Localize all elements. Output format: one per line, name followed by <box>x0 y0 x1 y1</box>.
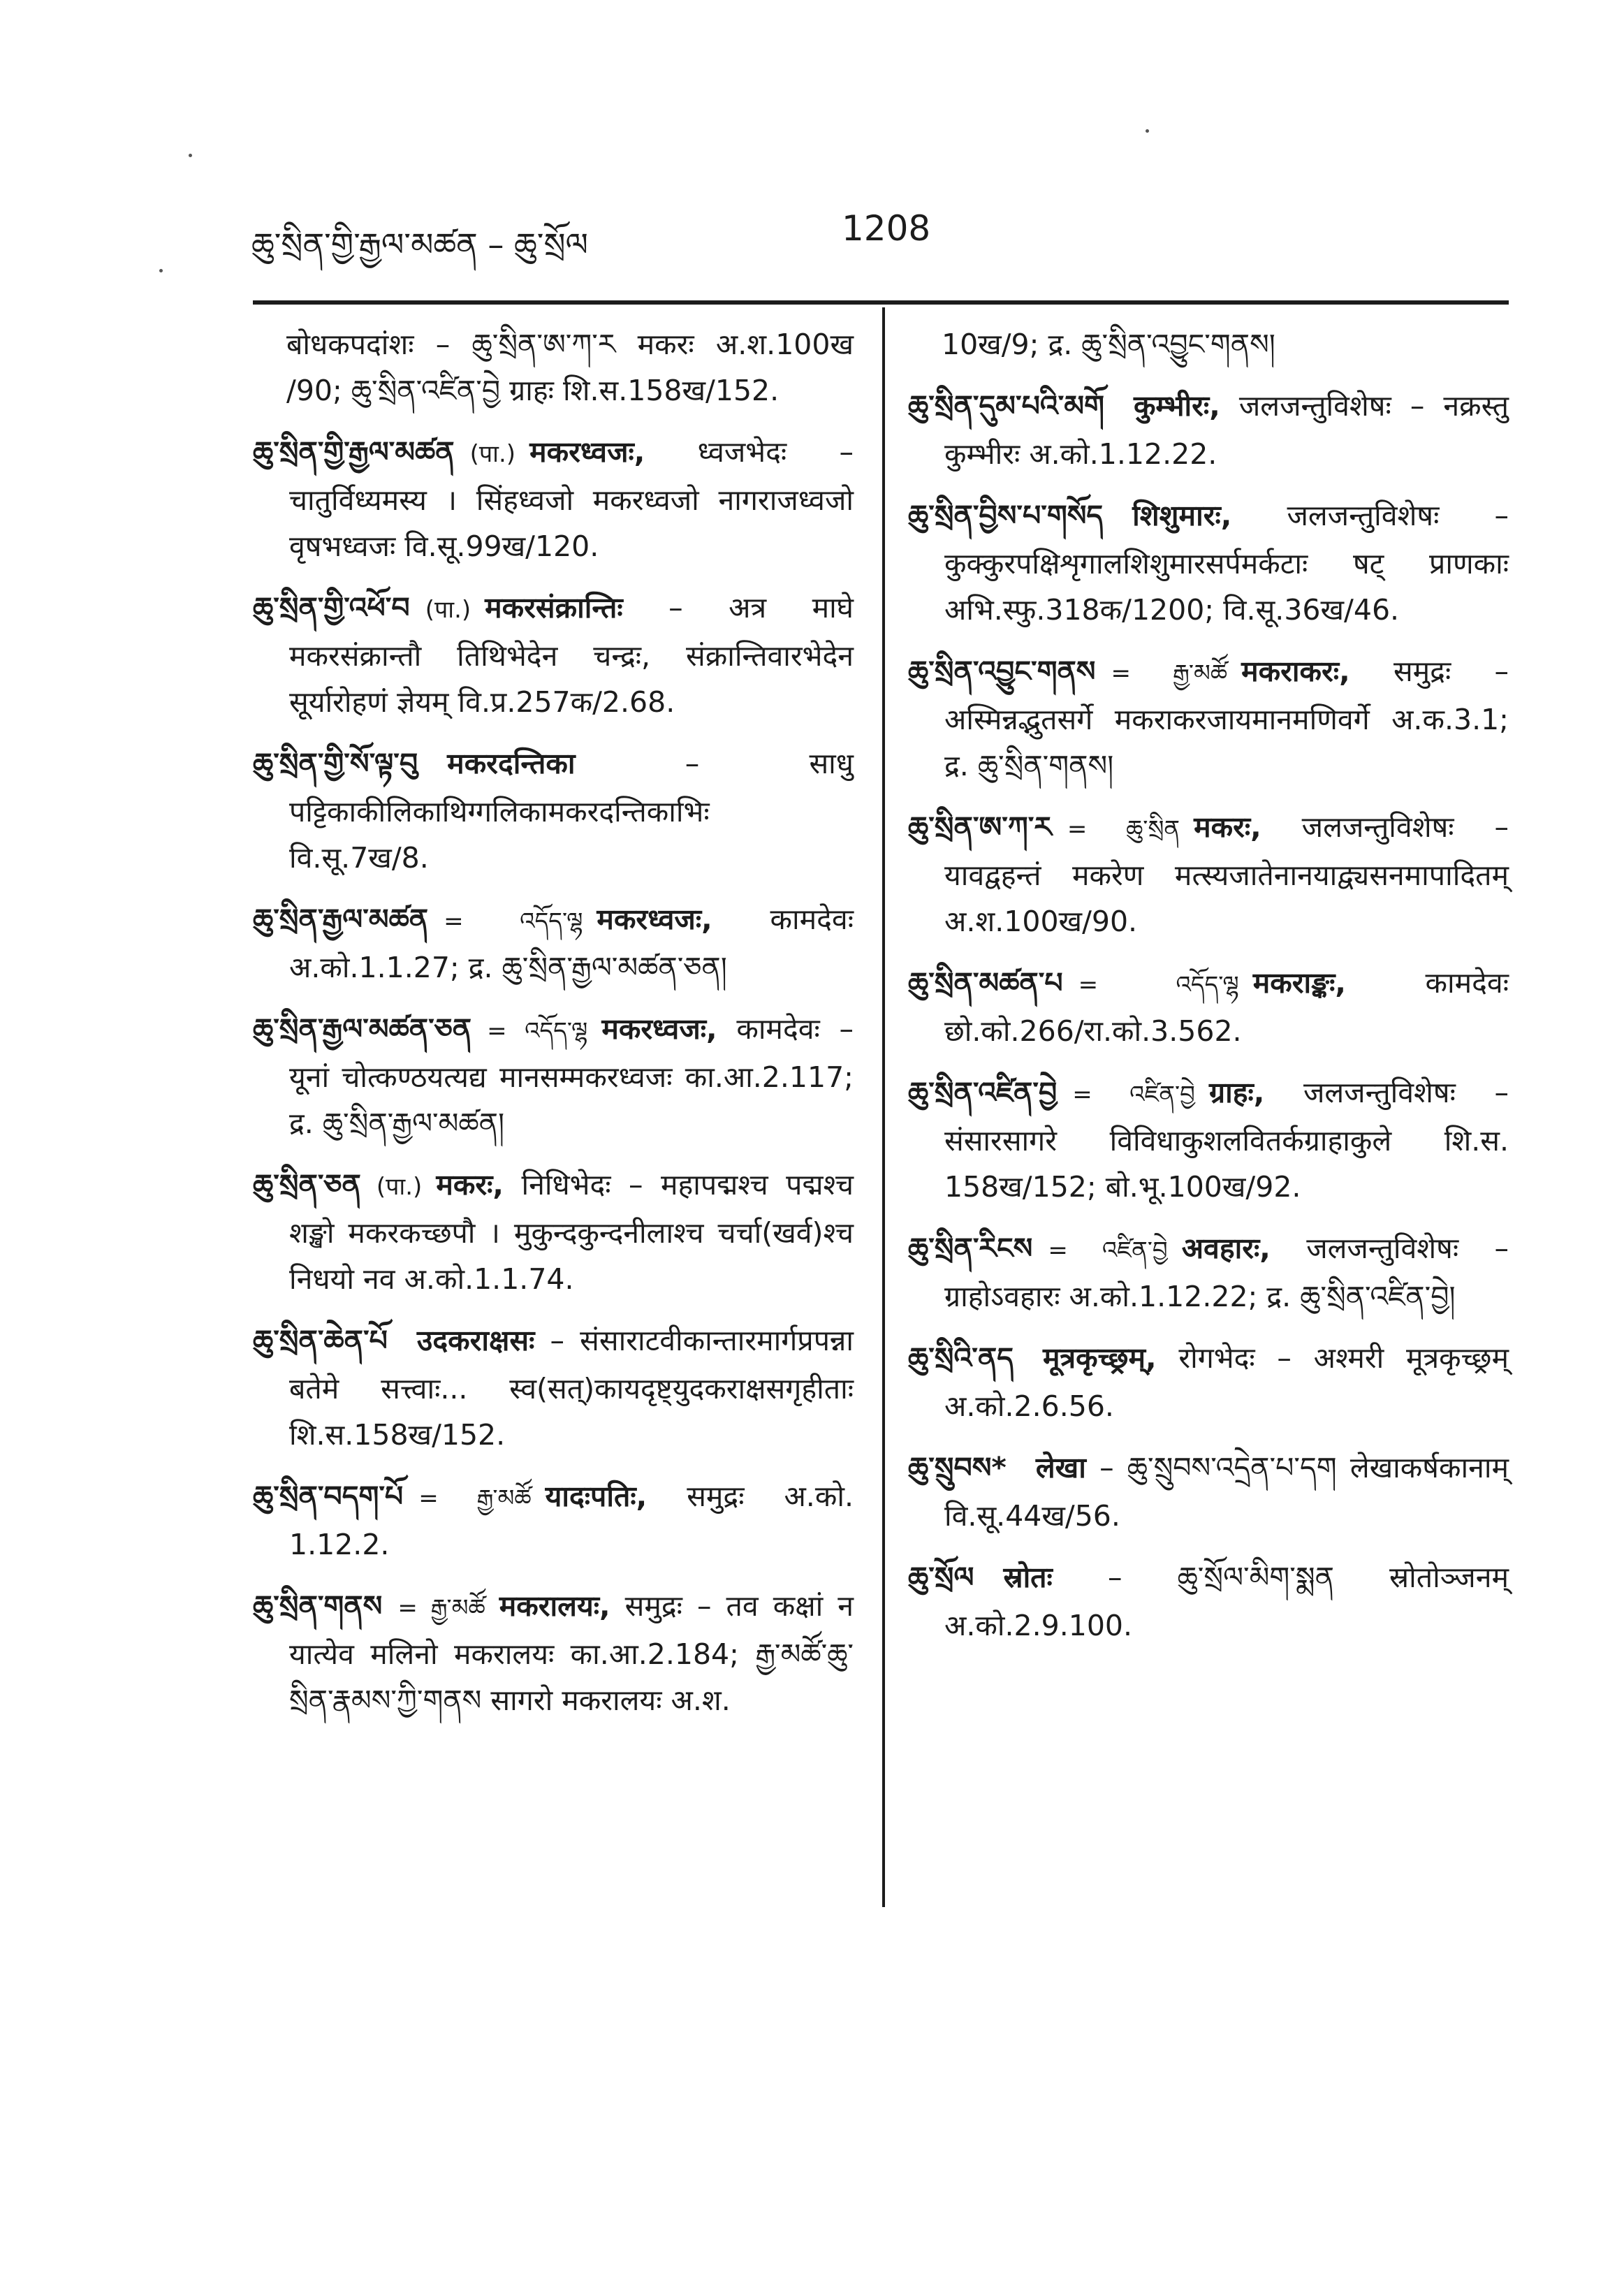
entry-text: जलजन्तुविशेषः – कुक्कुरपक्षिशृगालशिशुमारसर्पमर्कटाः षट् प्राणकाः अभि.स्फु.318क/1200; वि.सू.36ख/46. <box>944 499 1509 627</box>
scan-speck <box>159 269 163 272</box>
entry-text: समुद्रः – अस्मिन्नद्भुतसर्गे मकराकरजायमानमणिवर्गे अ.क.3.1; द्र. ཆུ་སྲིན་གནས། <box>944 655 1509 782</box>
tibetan-headword: ཆུ་སྲིན་ཆེན་པོ <box>253 1324 388 1357</box>
sanskrit-term: अवहारः, <box>1181 1232 1271 1265</box>
tibetan-headword: ཆུ་སྲིན་འཛིན་བྱེ <box>908 1076 1058 1109</box>
sanskrit-term: मकरध्वजः, <box>529 435 645 469</box>
entry-text: – संसाराटवीकान्तारमार्गप्रपन्ना बतेमे सत्त्वाः... स्व(सत्)कायदृष्ट्युदकराक्षसगृहीताः शि.स.158ख/152. <box>289 1324 854 1452</box>
dictionary-entry <box>908 1070 1509 1210</box>
grammar-tag: = འདོད་ལྷ <box>444 907 583 935</box>
entry-text: जलजन्तुविशेषः – संसारसागरे विविधाकुशलवितर्कग्राहाकुले शि.स. 158ख/152; बो.भू.100ख/92. <box>944 1076 1509 1204</box>
tibetan-headword: ཆུ་སྲིན་མཚན་པ <box>908 966 1063 1000</box>
column-divider <box>882 307 885 1907</box>
tibetan-headword: ཆུ་སྲིན་རྒྱལ་མཚན་ཅན <box>253 1012 472 1046</box>
sanskrit-term: लेखा <box>1035 1451 1086 1484</box>
sanskrit-term: मूत्रकृच्छ्रम्, <box>1043 1341 1157 1375</box>
tibetan-headword: ཆུ་སྲིན་ཅན <box>253 1168 361 1202</box>
scan-speck <box>1146 129 1149 133</box>
dictionary-entry <box>908 960 1509 1054</box>
tibetan-headword: ཆུ་སྲིན་ཨ་ཀ་ར <box>908 810 1052 844</box>
sanskrit-term: कुम्भीरः, <box>1133 389 1220 423</box>
entry-text: 10ख/9; द्र. ཆུ་སྲིན་འབྱུང་གནས། <box>942 328 1275 361</box>
grammar-tag: = ཆུ་སྲིན <box>1067 815 1180 843</box>
sanskrit-term: स्रोतः <box>1003 1561 1053 1594</box>
dictionary-entry <box>908 383 1509 477</box>
entry-text: – ཆུ་སྲོལ་མིག་སྨན स्रोतोञ्जनम् अ.को.2.9.100. <box>944 1561 1509 1642</box>
entry-text: – अत्र माघे मकरसंक्रान्तौ तिथिभेदेन चन्द्रः, संक्रान्तिवारभेदेन सूर्यारोहणं ज्ञेयम् वि.प्र.257क/2.68. <box>289 591 854 719</box>
tibetan-headword: ཆུ་སྲིན་བྱིས་པ་གསོད <box>908 499 1104 532</box>
tibetan-headword: ཆུ་སྲིའི་ནད <box>908 1341 1014 1375</box>
tibetan-headword: ཆུ་སྲིན་འབྱུང་གནས <box>908 655 1096 688</box>
dictionary-entry <box>253 896 854 991</box>
sanskrit-term: उदकराक्षसः <box>416 1324 535 1357</box>
grammar-tag: = རྒྱ་མཚོ <box>397 1594 485 1622</box>
entry-text: समुद्रः – तव कक्षां न यात्येव मलिनो मकरालयः का.आ.2.184; རྒྱ་མཚོ་ཆུ་སྲིན་རྣམས་ཀྱི་གནས सागरो मकरालयः अ.श. <box>289 1589 854 1717</box>
tibetan-headword: ཆུ་སྲིན་རྒྱལ་མཚན <box>253 903 429 936</box>
grammar-tag: = འདོད་ལྷ <box>1078 971 1239 999</box>
dictionary-entry <box>908 1225 1509 1320</box>
entry-text: – साधु पट्टिकाकीलिकाथिग्गलिकामकरदन्तिकाभिः वि.सू.7ख/8. <box>289 747 854 875</box>
tibetan-headword: ཆུ་སྲིན་རིངས <box>908 1232 1033 1265</box>
dictionary-entry <box>253 1473 854 1568</box>
tibetan-headword: ཆུ་སྲིན་གྱི་འཕོ་བ <box>253 591 410 625</box>
dictionary-entry <box>908 648 1509 789</box>
entry-text: बोधकपदांशः – ཆུ་སྲིན་ཨ་ཀ་ར मकरः अ.श.100ख /90; ཆུ་སྲིན་འཛིན་བྱེ ग्राहः शि.स.158ख/152. <box>286 328 854 407</box>
dictionary-entry <box>253 1317 854 1458</box>
entry-text: जलजन्तुविशेषः – ग्राहोऽवहारः अ.को.1.12.22; द्र. ཆུ་སྲིན་འཛིན་བྱེ། <box>944 1232 1509 1313</box>
dictionary-entry <box>908 1554 1509 1649</box>
dictionary-entry <box>908 321 1509 367</box>
tibetan-headword: ཆུ་སྲིན་གྱི་རྒྱལ་མཚན <box>253 435 455 469</box>
tibetan-headword: ཆུ་སྲུབས* <box>908 1451 1007 1484</box>
dictionary-entry <box>253 321 854 414</box>
entry-text: निधिभेदः – महापद्मश्च पद्मश्च शङ्खो मकरकच्छपौ । मुकुन्दकुन्दनीलाश्च चर्चा(खर्व)श्च निधयो नव अ.को.1.1.74. <box>289 1168 854 1296</box>
sanskrit-term: मकरः, <box>1194 810 1261 844</box>
grammar-tag: = འཛིན་བྱེ <box>1072 1081 1195 1109</box>
page-number: 1208 <box>842 208 931 249</box>
dictionary-entry <box>908 804 1509 944</box>
dictionary-entry <box>253 585 854 725</box>
sanskrit-term: मकरालयः, <box>499 1589 610 1623</box>
grammar-tag: (पा.) <box>376 1173 423 1201</box>
sanskrit-term: यादःपतिः, <box>545 1480 648 1513</box>
sanskrit-term: मकरदन्तिका <box>447 747 576 780</box>
dictionary-entry <box>908 1445 1509 1539</box>
header-rule <box>253 300 1509 305</box>
dictionary-entry <box>253 1583 854 1723</box>
grammar-tag: = འཛིན་བྱེ <box>1048 1236 1168 1264</box>
grammar-tag: = རྒྱ་མཚོ <box>418 1484 532 1512</box>
entry-text: कामदेवः अ.को.1.1.27; द्र. ཆུ་སྲིན་རྒྱལ་མཚན་ཅན། <box>289 903 854 984</box>
entry-text: रोगभेदः – अश्मरी मूत्रकृच्छ्रम् अ.को.2.6.56. <box>944 1341 1509 1423</box>
entry-text: कामदेवः छो.को.266/रा.को.3.562. <box>944 966 1509 1048</box>
entry-text: – ཆུ་སྲུབས་འདྲེན་པ་དག लेखाकर्षकानाम् वि.सू.44ख/56. <box>944 1451 1509 1533</box>
grammar-tag: = འདོད་ལྷ <box>487 1017 588 1045</box>
tibetan-headword: ཆུ་སྲིན་བདག་པོ <box>253 1480 404 1513</box>
running-head: ཆུ་སྲིན་གྱི་རྒྱལ་མཚན – ཆུ་སྲོལ <box>251 226 588 263</box>
sanskrit-term: मकरसंक्रान्तिः <box>485 591 623 625</box>
sanskrit-term: शिशुमारः, <box>1132 499 1232 532</box>
sanskrit-term: मकरः, <box>436 1168 504 1202</box>
entry-text: कामदेवः – यूनां चोत्कण्ठयत्यद्य मानसम्मकरध्वजः का.आ.2.117; द्र. ཆུ་སྲིན་རྒྱལ་མཚན། <box>289 1012 854 1140</box>
sanskrit-term: मकराकरः, <box>1241 655 1350 688</box>
tibetan-headword: ཆུ་སྲིན་དུམ་པའི་མགོ <box>908 389 1104 423</box>
sanskrit-term: मकराङ्कः, <box>1252 966 1346 1000</box>
scan-speck <box>189 154 192 157</box>
dictionary-entry <box>908 492 1509 633</box>
tibetan-headword: ཆུ་སྲིན་གྱི་སོ་ལྟ་བུ <box>253 747 418 780</box>
dictionary-entry <box>253 740 854 881</box>
dictionary-entry <box>253 1162 854 1302</box>
sanskrit-term: ग्राहः, <box>1208 1076 1265 1109</box>
grammar-tag: = རྒྱ་མཚོ <box>1111 659 1228 687</box>
tibetan-headword: ཆུ་སྲིན་གནས <box>253 1589 383 1623</box>
tibetan-headword: ཆུ་སྲོལ <box>908 1561 974 1594</box>
grammar-tag: (पा.) <box>425 596 471 624</box>
sanskrit-term: मकरध्वजः, <box>601 1012 717 1046</box>
entry-text: जलजन्तुविशेषः – नक्रस्तु कुम्भीरः अ.को.1.12.22. <box>944 389 1509 471</box>
right-column <box>908 321 1509 1664</box>
entry-text: जलजन्तुविशेषः – यावद्वहन्तं मकरेण मत्स्यजातेनानयाद्व्यसनमापादितम् अ.श.100ख/90. <box>944 810 1509 938</box>
dictionary-entry <box>253 1006 854 1146</box>
grammar-tag: (पा.) <box>469 440 516 468</box>
sanskrit-term: मकरध्वजः, <box>597 903 712 936</box>
page-header <box>251 210 1509 265</box>
dictionary-entry <box>908 1335 1509 1429</box>
entry-text: समुद्रः अ.को. 1.12.2. <box>289 1480 854 1561</box>
entry-text: ध्वजभेदः – चातुर्विध्यमस्य । सिंहध्वजो मकरध्वजो नागराजध्वजो वृषभध्वजः वि.सू.99ख/120. <box>289 435 854 563</box>
left-column <box>253 321 854 1739</box>
dictionary-entry <box>253 429 854 569</box>
